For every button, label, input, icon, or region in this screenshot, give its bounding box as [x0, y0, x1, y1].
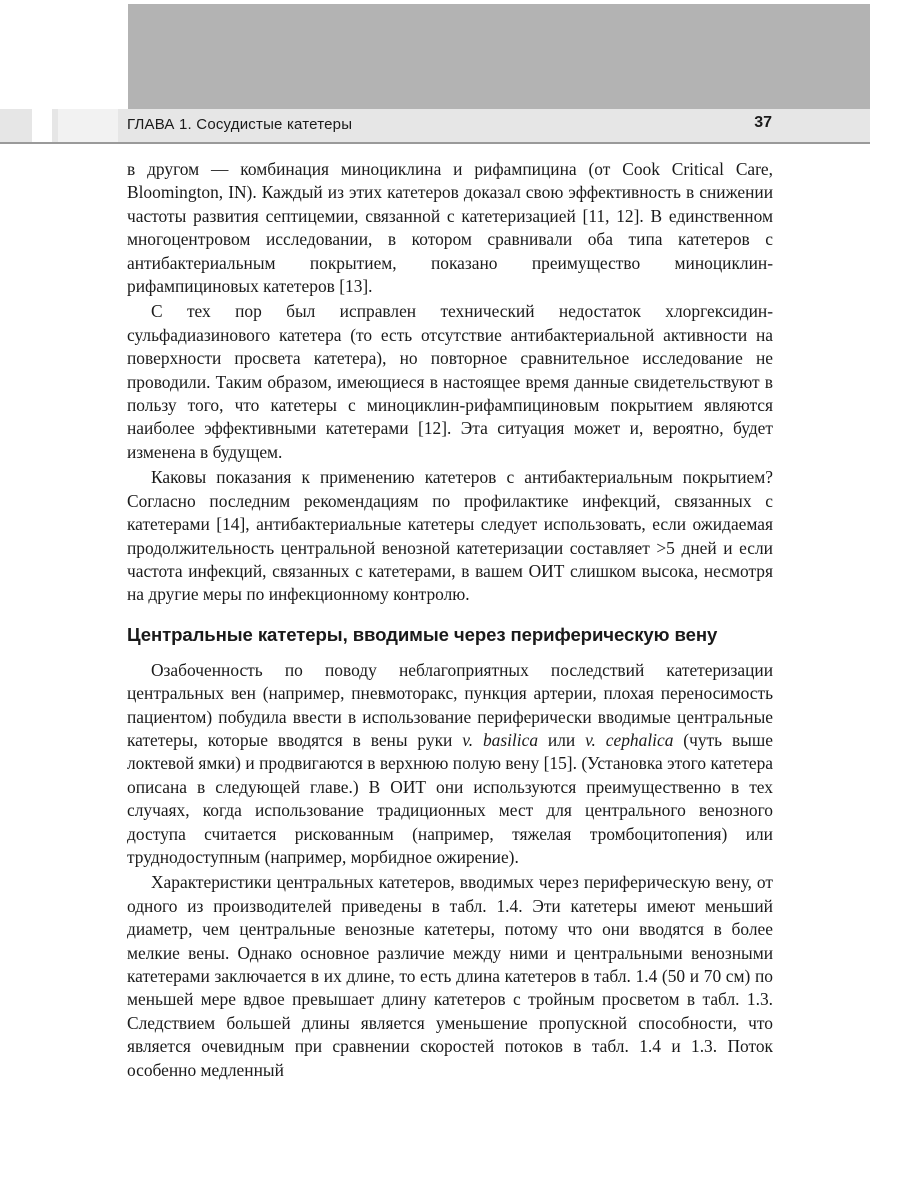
- paragraph-text: (чуть выше локтевой ямки) и продвигаются в верхнюю полую вену [15]. (Установка этого катетера описана в следующей главе.) В ОИТ они используются преимущественно в тех случаях, когда использование традиционных мест для центрального венозного доступа считается рискованным (например, тяжелая тромбоцитопения) или труднодоступным (например, морбидное ожирение).: [127, 729, 773, 867]
- header-decor-slot: [58, 109, 118, 142]
- page-number: 37: [754, 114, 772, 131]
- latin-term: v. basilica: [462, 729, 539, 750]
- paragraph-text: Озабоченность по поводу неблагоприятных последствий катетеризации центральных вен (например, пневмоторакс, пункция артерии, плохая переносимость пациентом) побудила ввести в использование периферически вводимые центральные катетеры, которые вводятся в вены руки: [127, 659, 773, 750]
- header-decor-slot: [32, 109, 52, 142]
- header-gray-band: [128, 4, 870, 109]
- page-body: [127, 158, 773, 1082]
- header-divider: [0, 142, 870, 144]
- paragraph: С тех пор был исправлен технический недостаток хлоргексидин-сульфадиазинового катетера (то есть отсутствие антибактериальной активности на поверхности просвета катетера), но повторное сравнительное исследование не проводили. Таким образом, имеющиеся в настоящее время данные свидетельствуют в пользу того, что катетеры с миноциклин-рифампициновым покрытием являются наиболее эффективными катетерами [12]. Эта ситуация может и, вероятно, будет изменена в будущем.: [127, 301, 773, 462]
- paragraph: [127, 659, 773, 870]
- latin-term: v. cephalica: [585, 729, 674, 750]
- paragraph: в другом — комбинация миноциклина и рифампицина (от Cook Critical Care, Bloomington, IN). Каждый из этих катетеров доказал свою эффективность в снижении частоты развития септицемии, связанной с катетеризацией [11, 12]. В единственном многоцентровом исследовании, в котором сравнивали оба типа катетеров с антибактериальным покрытием, показано преимущество миноциклин-рифампициновых катетеров [13].: [127, 159, 773, 297]
- chapter-title: ГЛАВА 1. Сосудистые катетеры: [127, 116, 353, 133]
- paragraph-text: или: [538, 729, 586, 750]
- paragraph: Характеристики центральных катетеров, вводимых через периферическую вену, от одного из производителей приведены в табл. 1.4. Эти катетеры имеют меньший диаметр, чем центральные венозные катетеры, потому что они вводятся в более мелкие вены. Однако основное различие между ними и центральными венозными катетерами заключается в их длине, то есть длина катетеров в табл. 1.4 (50 и 70 см) по меньшей мере вдвое превышает длину катетеров с тройным просветом в табл. 1.3. Следствием большей длины является уменьшение пропускной способности, что является очевидным при сравнении скоростей потоков в табл. 1.4 и 1.3. Поток особенно медленный: [127, 872, 773, 1080]
- paragraph: Каковы показания к применению катетеров с антибактериальным покрытием? Согласно последним рекомендациям по профилактике инфекций, связанных с катетерами [14], антибактериальные катетеры следует использовать, если ожидаемая продолжительность центральной венозной катетеризации составляет >5 дней и если частота инфекций, связанных с катетерами, в вашем ОИТ слишком высока, несмотря на другие меры по инфекционному контролю.: [127, 467, 773, 605]
- section-heading: Центральные катетеры, вводимые через периферическую вену: [127, 623, 718, 645]
